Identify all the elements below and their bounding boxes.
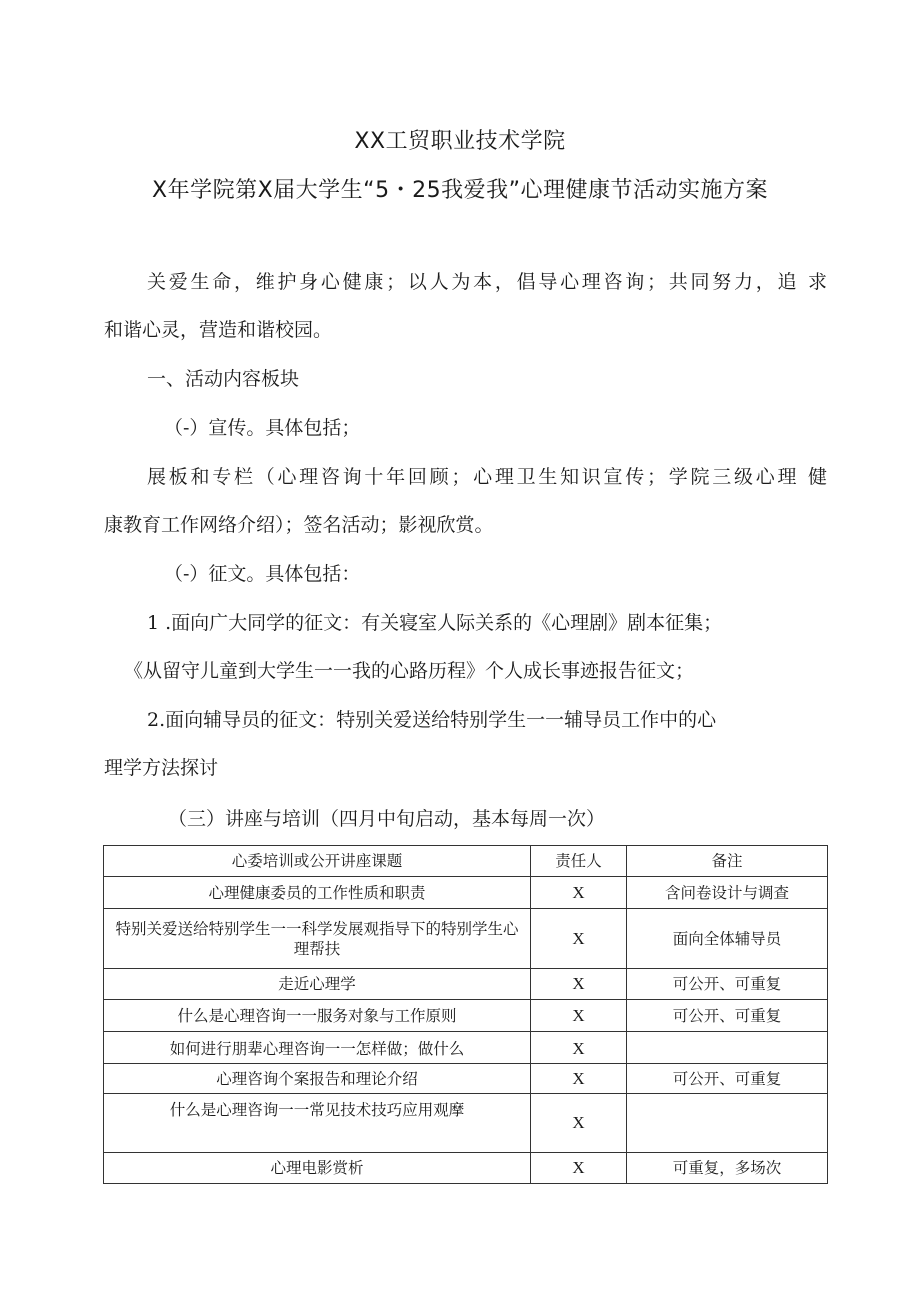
- topic-cell: 心理电影赏析: [104, 1153, 531, 1184]
- person-cell: X: [531, 1094, 627, 1153]
- table-row: [104, 1153, 828, 1184]
- column-header-person: 责任人: [531, 846, 627, 877]
- table-row: [104, 1064, 828, 1094]
- table-header-row: [104, 846, 828, 877]
- note-cell: 可重复，多场次: [627, 1153, 828, 1184]
- essay-item-1-line-2: 《从留守儿童到大学生一一我的心路历程》个人成长事迹报告征文；: [124, 660, 695, 682]
- table-row: [104, 909, 828, 969]
- publicity-text-line-1: 展板和专栏（心理咨询十年回顾；心理卫生知识宣传；学院三级心理 健: [147, 466, 827, 488]
- note-cell: 可公开、可重复: [627, 1064, 828, 1094]
- person-cell: X: [531, 1032, 627, 1064]
- person-cell: X: [531, 969, 627, 1000]
- table-row: [104, 1094, 828, 1153]
- topic-cell: 如何进行朋辈心理咨询一一怎样做；做什么: [104, 1032, 531, 1064]
- topic-cell: 什么是心理咨询一一服务对象与工作原则: [104, 1000, 531, 1032]
- subsection-heading-lectures: （三）讲座与培训（四月中旬启动，基本每周一次）: [168, 808, 606, 830]
- subsection-heading-publicity: （-）宣传。具体包括；: [164, 417, 361, 439]
- intro-line-2: 和谐心灵，营造和谐校园。: [104, 319, 333, 341]
- subsection-heading-essay: （-）征文。具体包括：: [164, 563, 361, 585]
- essay-item-2-line-2: 理学方法探讨: [104, 757, 219, 779]
- note-cell: 面向全体辅导员: [627, 909, 828, 969]
- table-row: [104, 1032, 828, 1064]
- essay-item-2-line-1: 2.面向辅导员的征文：特别关爱送给特别学生一一辅导员工作中的心: [147, 709, 717, 731]
- note-cell: 含问卷设计与调查: [627, 877, 828, 909]
- person-cell: X: [531, 877, 627, 909]
- topic-cell: 特别关爱送给特别学生一一科学发展观指导下的特别学生心理帮扶: [104, 909, 531, 969]
- plan-title: X年学院第X届大学生“5・25我爱我”心理健康节活动实施方案: [152, 178, 768, 203]
- topic-cell: 什么是心理咨询一一常见技术技巧应用观摩: [104, 1094, 531, 1153]
- topic-cell: 心理咨询个案报告和理论介绍: [104, 1064, 531, 1094]
- person-cell: X: [531, 1000, 627, 1032]
- intro-line-1: 关爱生命，维护身心健康；以人为本，倡导心理咨询；共同努力，追 求: [147, 271, 827, 293]
- table-row: [104, 969, 828, 1000]
- topic-cell: 走近心理学: [104, 969, 531, 1000]
- person-cell: X: [531, 909, 627, 969]
- section-heading-activities: 一、活动内容板块: [147, 368, 300, 390]
- column-header-note: 备注: [627, 846, 828, 877]
- essay-item-1-line-1: 1 .面向广大同学的征文：有关寝室人际关系的《心理剧》剧本征集；: [147, 612, 723, 634]
- table-row: [104, 1000, 828, 1032]
- note-cell: [627, 1032, 828, 1064]
- table-row: [104, 877, 828, 909]
- document-title: XX工贸职业技术学院: [354, 129, 566, 154]
- person-cell: X: [531, 1064, 627, 1094]
- publicity-text-line-2: 康教育工作网络介绍）；签名活动；影视欣赏。: [104, 514, 494, 536]
- note-cell: 可公开、可重复: [627, 1000, 828, 1032]
- note-cell: 可公开、可重复: [627, 969, 828, 1000]
- note-cell: [627, 1094, 828, 1153]
- person-cell: X: [531, 1153, 627, 1184]
- column-header-topic: 心委培训或公开讲座课题: [104, 846, 531, 877]
- lecture-table: [103, 845, 828, 1184]
- topic-cell: 心理健康委员的工作性质和职责: [104, 877, 531, 909]
